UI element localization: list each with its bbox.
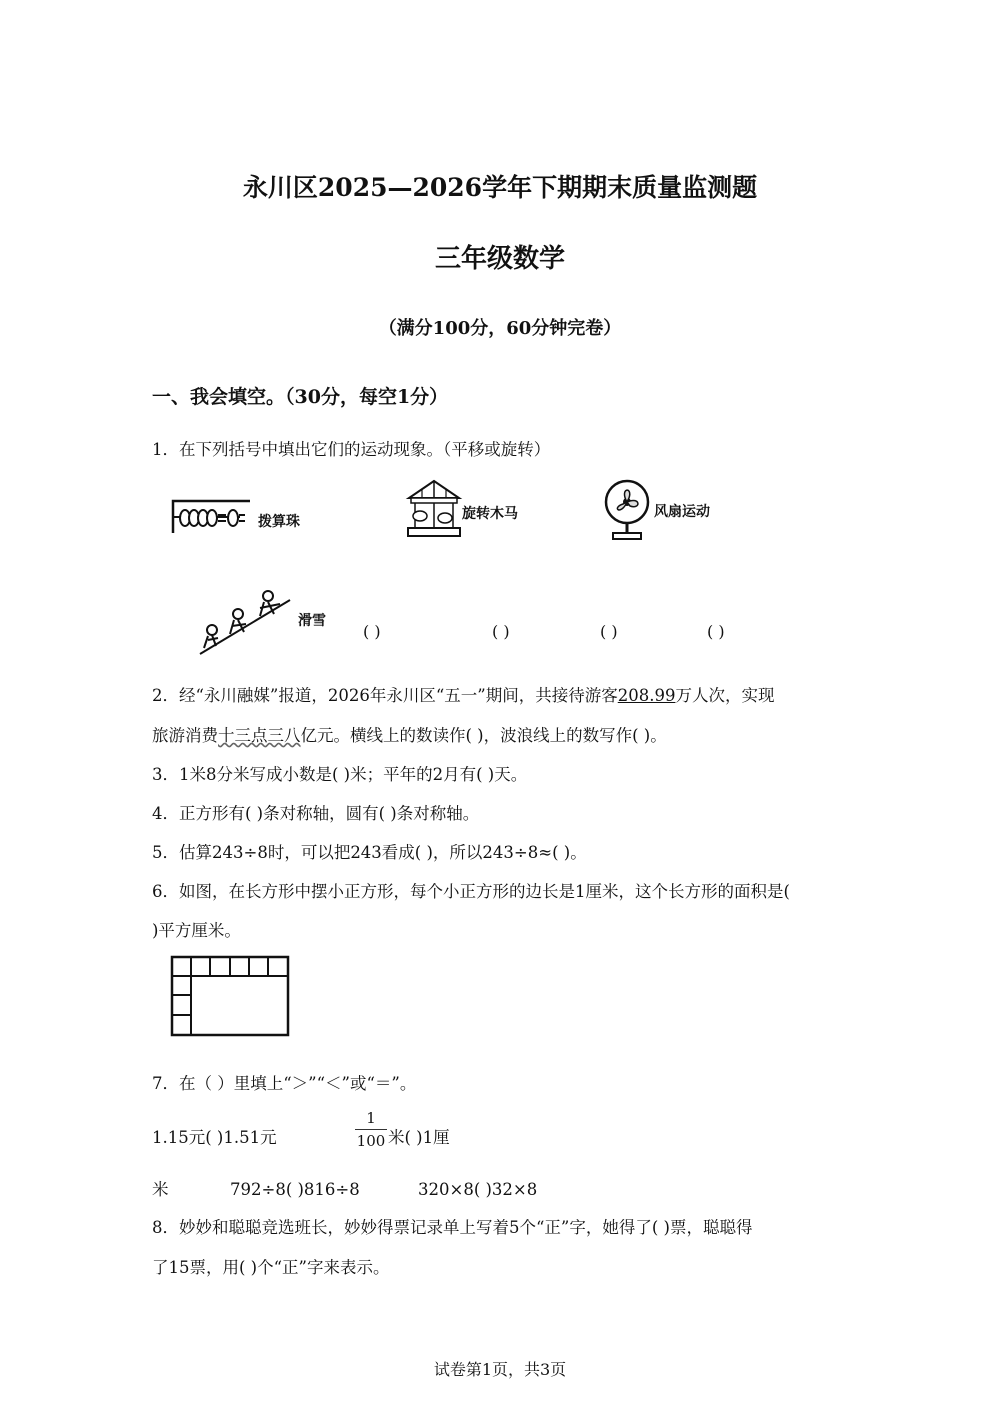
exam-note: （满分100分，60分钟完卷）	[378, 318, 622, 339]
rectangle-grid-icon	[170, 955, 292, 1039]
answer-blank-2[interactable]: ( )	[492, 622, 510, 641]
answer-blank-3[interactable]: ( )	[600, 622, 618, 641]
question-2-text-c: 旅游消费	[152, 726, 218, 745]
rectangle-grid-figure	[170, 955, 292, 1043]
compare-item-2: 米( )1厘	[388, 1128, 450, 1147]
question-5: 5．估算243÷8时，可以把243看成( )，所以243÷8≈( )。	[152, 843, 587, 862]
fan-figure	[603, 478, 653, 546]
question-8-line-2: 了15票，用( )个“正”字来表示。	[152, 1258, 390, 1277]
ski-icon	[198, 588, 294, 658]
question-6-line-1: 6．如图，在长方形中摆小正方形，每个小正方形的边长是1厘米，这个长方形的面积是(	[152, 882, 790, 901]
question-2-text-b: 万人次，实现	[675, 686, 775, 705]
question-2-text-d: 亿元。横线上的数读作( )，波浪线上的数写作( )。	[300, 726, 667, 745]
question-8-line-1: 8．妙妙和聪聪竞选班长，妙妙得票记录单上写着5个“正”字，她得了( )票，聪聪得	[152, 1218, 753, 1237]
question-1: 1．在下列括号中填出它们的运动现象。（平移或旋转）	[152, 440, 551, 459]
section-heading: 一、我会填空。（30分，每空1分）	[152, 386, 449, 408]
carousel-figure	[405, 478, 463, 544]
abacus-figure	[170, 495, 260, 541]
question-2-text-a: 2．经“永川融媒”报道，2026年永川区“五一”期间，共接待游客	[152, 686, 618, 705]
question-7: 7．在（ ）里填上“＞”“＜”或“＝”。	[152, 1074, 417, 1093]
abacus-caption: 拨算珠	[258, 514, 300, 530]
fraction-bar	[355, 1129, 387, 1130]
compare-item-2-tail: 米	[152, 1180, 169, 1199]
fan-caption: 风扇运动	[654, 504, 710, 520]
question-3: 3．1米8分米写成小数是( )米；平年的2月有( )天。	[152, 765, 528, 784]
answer-blank-4[interactable]: ( )	[707, 622, 725, 641]
wavy-underlined-number: 十三点三八	[218, 726, 301, 745]
exam-title: 永川区2025—2026学年下期期末质量监测题	[242, 173, 758, 202]
fraction-denominator: 100	[356, 1132, 386, 1150]
compare-item-1: 1.15元( )1.51元	[152, 1128, 277, 1147]
answer-blank-1[interactable]: ( )	[363, 622, 381, 641]
ski-caption: 滑雪	[298, 613, 326, 629]
compare-item-4: 320×8( )32×8	[418, 1180, 538, 1199]
question-4: 4．正方形有( )条对称轴，圆有( )条对称轴。	[152, 804, 480, 823]
question-2-line-2	[152, 726, 667, 746]
question-6-line-2: )平方厘米。	[152, 921, 241, 940]
page-footer: 试卷第1页，共3页	[433, 1360, 567, 1379]
fraction	[355, 1109, 387, 1150]
abacus-icon	[170, 495, 260, 537]
underlined-number: 208.99	[617, 686, 676, 705]
exam-subject: 三年级数学	[434, 244, 565, 274]
fraction-numerator: 1	[366, 1109, 376, 1127]
question-2-line-1	[152, 686, 774, 706]
carousel-icon	[405, 478, 463, 540]
ski-figure	[198, 588, 294, 662]
fan-icon	[603, 478, 653, 542]
compare-item-3: 792÷8( )816÷8	[230, 1180, 360, 1199]
carousel-caption: 旋转木马	[462, 506, 518, 522]
